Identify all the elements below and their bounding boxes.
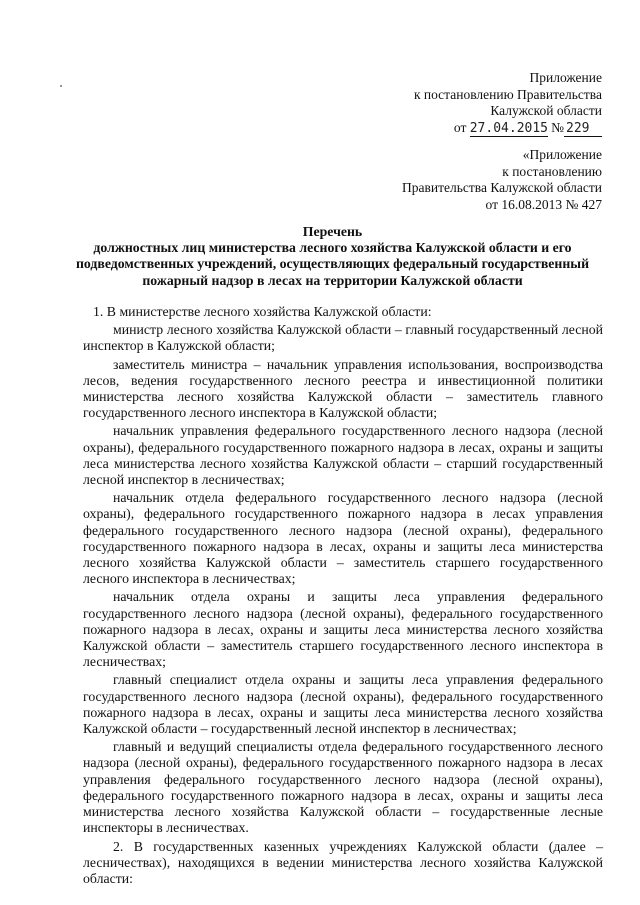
appendix-line-1: Приложение [529,70,602,85]
original-appendix-line-4: от 16.08.2013 № 427 [485,196,602,212]
number-prefix: № [551,119,564,135]
date-value: 27.04.2015 [469,120,549,136]
original-appendix-line-1: «Приложение [522,147,602,162]
appendix-date-line [414,120,602,137]
number-value: 229 [564,122,602,137]
scan-speck [60,85,62,87]
paragraph: начальник отдела федерального государственного лесного надзора (лесной охраны), федерального государственного пожарного надзора в лесах управления федерального государственного лесного надзора (лесной охраны), федерального государственного пожарного надзора в лесах, охраны и защиты леса министерства лесного хозяйства Калужской области – заместитель старшего государственного лесного инспектора в лесничествах; [83,490,603,587]
title-line-1: Перечень [302,224,363,239]
paragraph: министр лесного хозяйства Калужской области – главный государственный лесной инспектор в Калужской области; [83,322,603,354]
paragraph: начальник управления федерального государственного лесного надзора (лесной охраны), федерального государственного пожарного надзора в лесах, охраны и защиты леса министерства лесного хозяйства Калужской области – старший государственный лесной инспектор в лесничествах; [83,423,603,488]
appendix-header [414,70,602,137]
original-appendix-header [402,147,602,213]
document-body [83,304,603,889]
paragraph: главный и ведущий специалисты отдела федерального государственного лесного надзора (лесной охраны), федерального государственного пожарного надзора в лесах управления федерального государственного лесного надзора (лесной охраны), федерального государственного пожарного надзора в лесах, охраны и защиты леса министерства лесного хозяйства Калужской области – государственные лесные инспекторы в лесничествах. [83,739,603,836]
paragraph: главный специалист отдела охраны и защиты леса управления федерального государственного лесного надзора (лесной охраны), федерального государственного пожарного надзора в лесах, охраны и защиты леса министерства лесного хозяйства Калужской области – государственный лесной инспектор в лесничествах; [83,672,603,737]
paragraph: 2. В государственных казенных учреждениях Калужской области (далее – лесничествах), находящихся в ведении министерства лесного хозяйства Калужской области: [83,838,603,886]
original-appendix-line-3: Правительства Калужской области [401,180,602,195]
paragraph: 1. В министерстве лесного хозяйства Калужской области: [93,304,432,319]
date-prefix: от [453,119,467,135]
appendix-line-2: к постановлению Правительства [413,86,602,102]
original-appendix-line-2: к постановлению [502,163,602,179]
appendix-line-3: Калужской области [490,103,602,118]
paragraph: заместитель министра – начальник управления использования, воспроизводства лесов, ведения государственного лесного реестра и инвестиционной политики министерства лесного хозяйства Калужской области – заместитель главного государственного лесного инспектора в Калужской области; [83,356,603,421]
paragraph: начальник отдела охраны и защиты леса управления федерального государственного лесного надзора (лесной охраны), федерального государственного пожарного надзора в лесах, охраны и защиты леса министерства лесного хозяйства Калужской области – заместитель старшего государственного лесного инспектора в лесничествах; [83,589,603,670]
document-title [60,224,605,289]
title-line-2: должностных лиц министерства лесного хозяйства Калужской области и его подведомственных учреждений, осуществляющих федеральный государственный пожарный надзор в лесах на территории Калужской области [75,240,590,288]
